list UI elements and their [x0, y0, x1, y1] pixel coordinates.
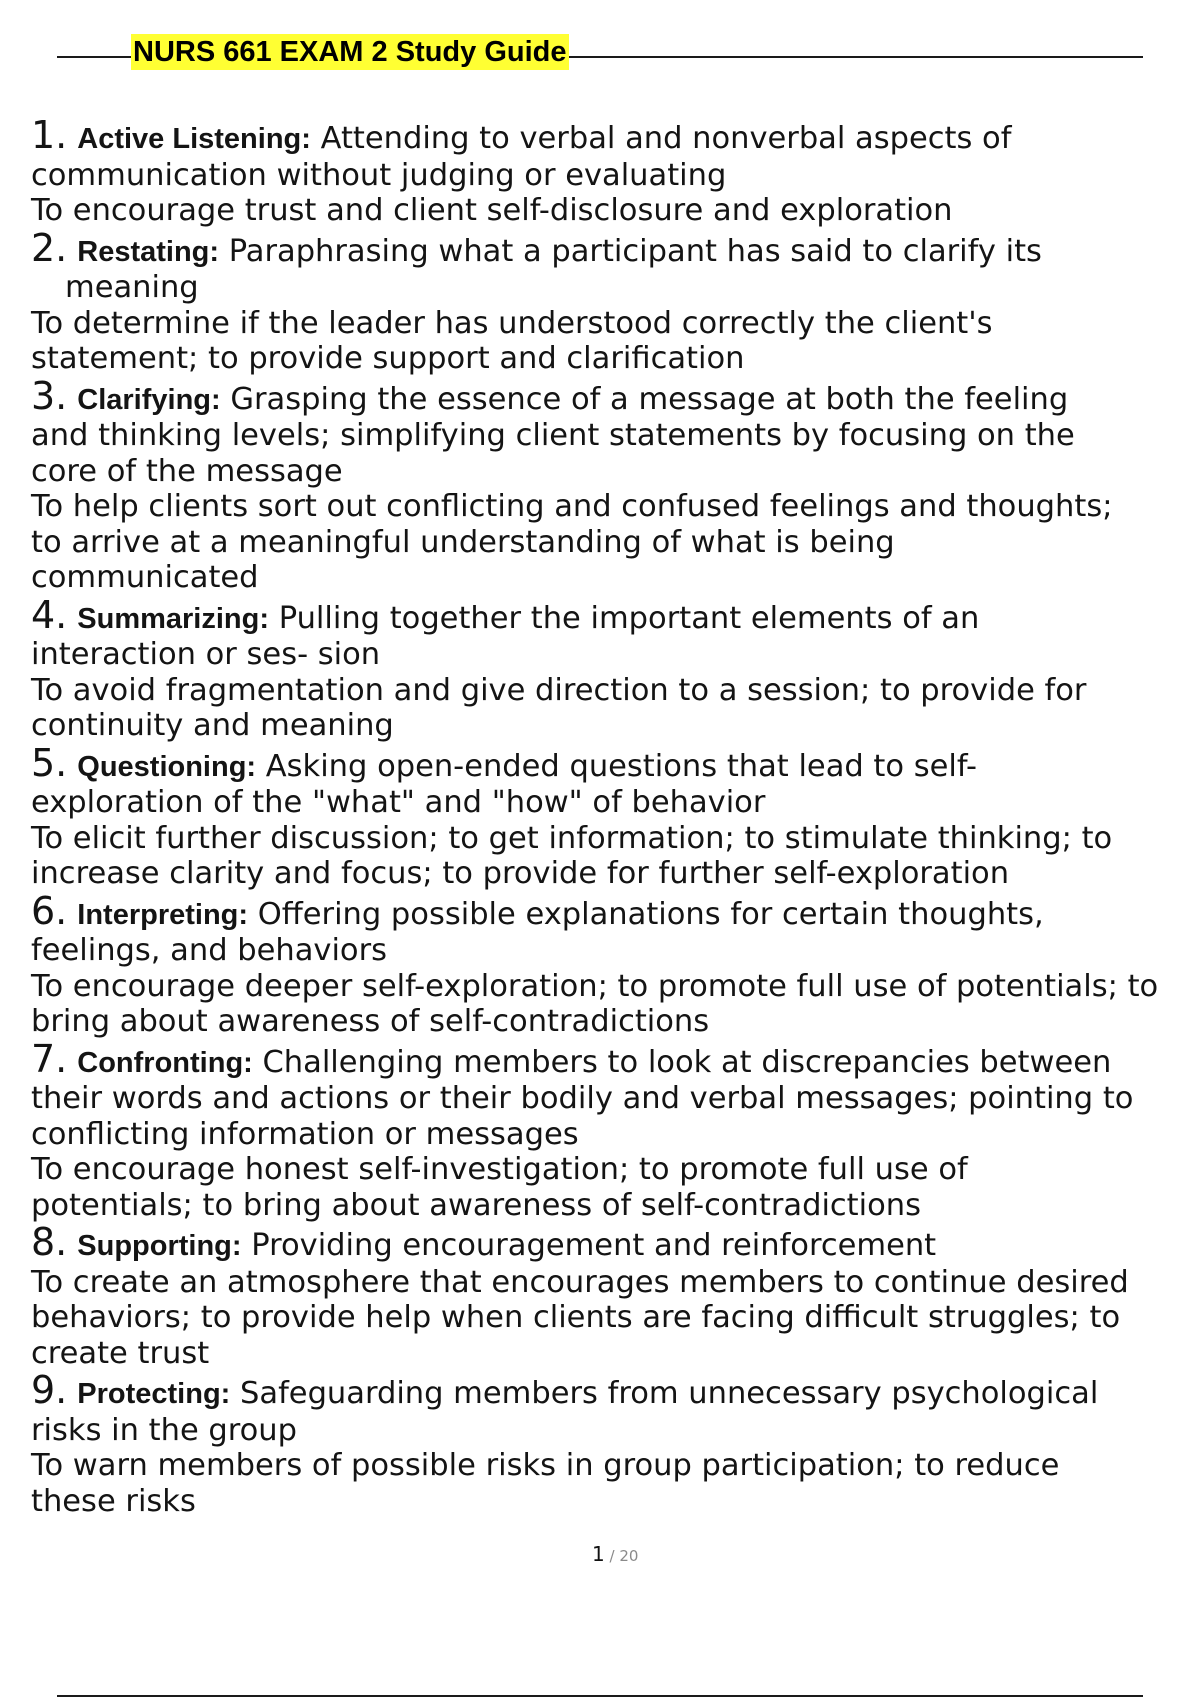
item-line: these risks	[31, 1483, 196, 1519]
item-term: Summarizing:	[77, 602, 270, 635]
item-number: 2.	[31, 225, 68, 270]
item-purpose: To elicit further discussion; to get information; to stimulate thinking; to	[31, 820, 1113, 856]
item-number: 4.	[31, 592, 68, 637]
item-line: meaning	[65, 270, 199, 305]
item-definition: Providing encouragement and reinforcement	[241, 1228, 937, 1263]
item-term: Questioning:	[77, 750, 257, 783]
title-row	[57, 30, 1143, 70]
list-item	[31, 1368, 1191, 1519]
item-line: behaviors; to provide help when clients are facing difficult struggles; to	[31, 1300, 1121, 1335]
list-item	[31, 592, 1191, 744]
page-title: NURS 661 EXAM 2 Study Guide	[133, 36, 567, 68]
item-definition: Asking open-ended questions that lead to self-	[256, 748, 977, 784]
list-item	[31, 1220, 1191, 1371]
list-item	[31, 113, 1191, 229]
page-total: / 20	[604, 1547, 639, 1565]
item-definition: Challenging members to look at discrepancies between	[252, 1044, 1112, 1080]
item-number: 6.	[31, 888, 68, 933]
item-purpose: To encourage trust and client self-disclosure and exploration	[31, 193, 953, 228]
item-line: feelings, and behaviors	[31, 933, 388, 968]
item-purpose: To create an atmosphere that encourages members to continue desired	[31, 1264, 1129, 1300]
item-number: 8.	[31, 1220, 68, 1264]
page-number	[592, 1542, 638, 1566]
item-term: Restating:	[77, 235, 220, 268]
page-current: 1	[592, 1542, 605, 1566]
item-term: Protecting:	[77, 1378, 231, 1410]
item-line: statement; to provide support and clarification	[31, 341, 745, 376]
item-line: to arrive at a meaningful understanding of what is being	[31, 524, 895, 560]
list-item	[31, 373, 1191, 596]
list-item	[31, 888, 1191, 1040]
item-line: create trust	[31, 1335, 210, 1371]
item-definition: Attending to verbal and nonverbal aspects of	[310, 121, 1012, 156]
item-line: communication without judging or evaluating	[31, 157, 727, 193]
item-line: conflicting information or messages	[31, 1116, 579, 1152]
item-line: potentials; to bring about awareness of self-contradictions	[31, 1187, 921, 1223]
item-term: Clarifying:	[77, 383, 221, 416]
item-number: 5.	[31, 740, 68, 785]
bottom-rule	[57, 1695, 1143, 1697]
item-line: exploration of the "what" and "how" of behavior	[31, 785, 766, 820]
item-line: communicated	[31, 560, 259, 595]
item-number: 7.	[31, 1036, 68, 1081]
item-definition: Offering possible explanations for certain thoughts,	[248, 896, 1044, 932]
item-line: and thinking levels; simplifying client statements by focusing on the	[31, 418, 1075, 453]
item-definition: Safeguarding members from unnecessary psychological	[230, 1376, 1099, 1411]
list-item	[31, 740, 1191, 892]
item-purpose: To encourage deeper self-exploration; to promote full use of potentials; to	[31, 968, 1159, 1004]
item-term: Confronting:	[77, 1046, 253, 1079]
item-line: core of the message	[31, 453, 343, 489]
item-line: their words and actions or their bodily and verbal messages; pointing to	[31, 1081, 1134, 1116]
list-item	[31, 1036, 1191, 1224]
item-line: risks in the group	[31, 1412, 297, 1448]
list-item	[31, 225, 1191, 377]
item-number: 3.	[31, 373, 68, 418]
study-guide-list	[31, 113, 1191, 1521]
item-definition: Grasping the essence of a message at both the feeling	[220, 381, 1069, 417]
item-line: interaction or ses- sion	[31, 637, 381, 672]
item-line: increase clarity and focus; to provide for further self-exploration	[31, 856, 1010, 891]
item-line: bring about awareness of self-contradictions	[31, 1004, 710, 1039]
item-term: Active Listening:	[77, 123, 311, 155]
item-purpose: To help clients sort out conflicting and confused feelings and thoughts;	[31, 489, 1113, 524]
item-term: Interpreting:	[77, 898, 249, 931]
item-purpose: To determine if the leader has understood correctly the client's	[31, 305, 993, 341]
item-number: 1.	[31, 113, 68, 157]
item-definition: Pulling together the important elements of an	[269, 600, 980, 636]
item-number: 9.	[31, 1368, 68, 1412]
item-term: Supporting:	[77, 1230, 242, 1262]
item-definition: Paraphrasing what a participant has said to clarify its	[219, 233, 1042, 269]
item-purpose: To encourage honest self-investigation; to promote full use of	[31, 1152, 968, 1187]
item-line: continuity and meaning	[31, 708, 394, 743]
item-purpose: To avoid fragmentation and give direction to a session; to provide for	[31, 672, 1087, 708]
item-purpose: To warn members of possible risks in group participation; to reduce	[31, 1448, 1060, 1483]
